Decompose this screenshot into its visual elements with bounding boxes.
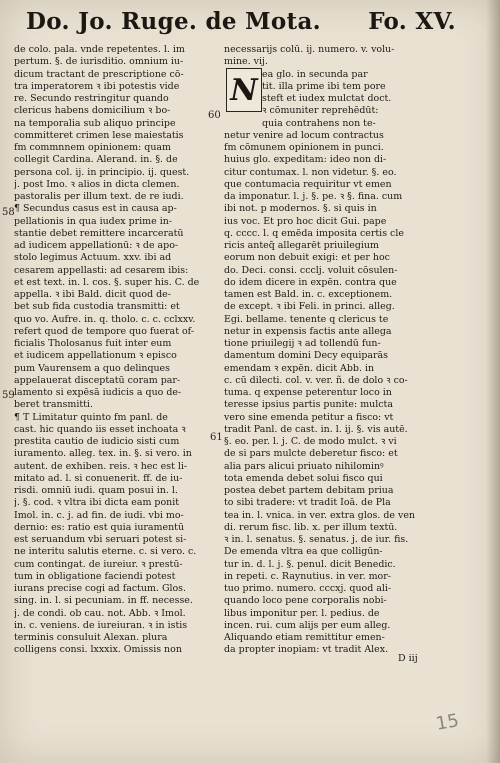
text-line: bet sub fida custodia transmitti: et [14, 301, 180, 313]
text-line: appella. ꝛ ibi Bald. dicit quod de- [14, 289, 171, 300]
text-line: na temporalia sub aliquo principe [14, 117, 176, 129]
text-line: steft et iudex mulctat doct. [262, 93, 392, 104]
text-line: quia contrahens non te- [262, 117, 376, 129]
text-line: §. eo. per. l. j. C. de modo mulct. ꝛ vi [224, 436, 397, 447]
text-line: de colo. pala. vnde repetentes. l. im [14, 44, 185, 55]
text-line: dernio: es: ratio est quia iuramentū [14, 521, 185, 533]
text-line: di. rerum fisc. lib. x. per illum textū. [224, 521, 398, 533]
margin-number: 58 [2, 207, 15, 218]
text-line: tota emenda debet solui fisco qui [224, 472, 383, 484]
text-line: teresse ipsius partis punite: mulcta [224, 399, 393, 411]
text-line: mine. vij. [224, 56, 268, 68]
text-line: tea in. l. vnica. in ver. extra glos. de ven [224, 509, 415, 521]
text-line: libus imponitur per. l. pedius. de [224, 607, 380, 619]
right-column [224, 44, 460, 657]
text-line: est seruandum vbi seruari potest si- [14, 534, 187, 545]
text-line: ea glo. in secunda par [262, 68, 368, 80]
text-line: appelauerat disceptatū coram par- [14, 374, 181, 386]
text-line: tit. illa prime ibi tem pore [262, 80, 386, 92]
text-line: cum contingat. de iureiur. ꝛ prestū- [14, 558, 183, 570]
text-line: vero sine emenda petitur a fisco: vt [224, 411, 394, 423]
text-line: stolo legimus Actuum. xxv. ibi ad [14, 252, 172, 264]
text-line: necessarijs colū. ij. numero. v. volu- [224, 44, 395, 55]
text-line: j. de condi. ob cau. not. Abb. ꝛ Imol. [14, 607, 186, 619]
text-line: ¶ Secundus casus est in causa ap- [14, 203, 177, 215]
text-line: collegit Cardina. Alerand. in. §. de [14, 154, 178, 166]
text-line: que contumacia requiritur vt emen [224, 178, 392, 190]
text-line: citur contumax. l. non videtur. §. eo. [224, 166, 397, 178]
text-line: damentum domini Decy equiparās [224, 350, 389, 362]
decorated-initial [226, 68, 262, 112]
folio-number: Fo. XV. [368, 8, 456, 35]
text-line: netur in expensis factis ante allega [224, 325, 392, 337]
text-line: iuramento. alleg. tex. in. §. si vero. in [14, 448, 192, 460]
text-line: committeret crimen lese maiestatis [14, 129, 184, 141]
text-line: tione priuilegij ꝛ ad tollendū fun- [224, 338, 381, 349]
text-line: tra imperatorem ꝛ ibi potestis vide [14, 80, 180, 92]
text-line: prestita cautio de iudicio sisti cum [14, 436, 180, 447]
text-line: pum Vaurensem a quo delinques [14, 362, 170, 374]
text-line: do. Deci. consi. ccclj. voluit cōsulen- [224, 264, 398, 276]
left-column [14, 44, 210, 657]
text-line: quo vo. Aufre. in. q. tholo. c. c. cclxxv. [14, 313, 196, 325]
text-line: ¶ T Limitatur quinto fm panl. de [14, 411, 168, 423]
text-line: colligens consi. lxxxix. Omissis non [14, 644, 182, 656]
text-line: netur venire ad locum contractus [224, 129, 384, 141]
text-line: c. cū dilecti. col. v. ver. ñ. de dolo ꝛ co- [224, 374, 408, 386]
text-line: ricis anteq̄ allegarēt priuilegium [224, 240, 379, 251]
text-line: emendam ꝛ expēn. dicit Abb. in [224, 362, 375, 374]
text-line: quando loco pene corporalis nobi- [224, 595, 387, 607]
text-line: mitato ad. l. si conuenerit. ff. de iu- [14, 472, 183, 484]
margin-number: 61 [210, 432, 223, 443]
running-header [26, 8, 456, 42]
text-line: alia pars alicui priuato nihilominꝰ [224, 460, 384, 472]
running-title: Do. Jo. Ruge. de Mota. [26, 8, 321, 35]
text-line: in repeti. c. Raynutius. in ver. mor- [224, 570, 391, 582]
text-line: autent. de exhiben. reis. ꝛ hec est li- [14, 460, 188, 472]
initial-letter: N [230, 72, 258, 108]
text-line: ficialis Tholosanus fuit inter eum [14, 338, 172, 349]
margin-number: 60 [208, 110, 221, 121]
text-line: terminis consuluit Alexan. plura [14, 632, 168, 643]
text-line: persona col. ij. in principio. ij. quest. [14, 166, 190, 178]
text-line: ne interitu salutis eterne. c. si vero. c. [14, 546, 197, 558]
text-line: da propter inopiam: vt tradit Alex. [224, 644, 389, 656]
text-line: Aliquando etiam remittitur emen- [224, 632, 385, 643]
text-line: ibi not. p modernos. §. si quis in [224, 203, 377, 215]
text-line: ius voc. Et pro hoc dicit Gui. pape [224, 215, 387, 227]
text-line: tamen est Bald. in. c. exceptionem. [224, 289, 393, 300]
text-line: et iudicem appellationum ꝛ episco [14, 350, 177, 362]
text-line: risdi. omniū iudi. quam posui in. l. [14, 485, 178, 496]
text-line: j. §. cod. ꝛ vltra ibi dicta eam ponit [14, 497, 180, 509]
text-line: cesarem appellasti: ad cesarem ibis: [14, 264, 189, 276]
text-line: dicum tractant de prescriptione cō- [14, 68, 184, 80]
text-line: clericus habens domicilium ꝛ bo- [14, 105, 171, 117]
text-line: q. cccc. l. q emēda imposita certis cle [224, 227, 404, 239]
text-line: de si pars mulcte deberetur fisco: et [224, 448, 398, 460]
text-line: huius glo. expeditam: ideo non di- [224, 154, 387, 166]
text-line: beret transmitti. [14, 399, 93, 411]
text-line: refert quod de tempore quo fuerat of- [14, 325, 195, 337]
text-line: incen. rui. cum alijs per eum alleg. [224, 619, 391, 631]
text-line: stantie debet remittere incarceratū [14, 227, 184, 239]
text-line: tradit Panl. de cast. in. l. ij. §. vis autē. [224, 423, 408, 435]
text-line: lamento si expēsā iudicis a quo de- [14, 387, 182, 398]
text-line: cast. hic quando iis esset inchoata ꝛ [14, 423, 186, 435]
text-line: ꝛ cōmuniter reprehēdūt: [262, 105, 379, 117]
text-line: eorum non debuit exigi: et per hoc [224, 252, 390, 264]
text-line: ad iudicem appellationū: ꝛ de apo- [14, 240, 179, 251]
text-line: postea debet partem debitam priua [224, 485, 394, 496]
text-line: in. c. veniens. de iureiuran. ꝛ in istis [14, 619, 188, 631]
margin-number: 59 [2, 390, 15, 401]
text-line: da imponatur. l. j. §. pe. ꝛ §. fina. cum [224, 191, 403, 202]
text-line: do idem dicere in expēn. contra que [224, 276, 397, 288]
text-line: de except. ꝛ ibi Feli. in princi. alleg. [224, 301, 395, 313]
text-line: fm cōmunem opinionem in punci. [224, 142, 384, 153]
text-line: j. post Imo. ꝛ alios in dicta clemen. [14, 178, 180, 190]
text-line: sing. in. l. si pecuniam. in ff. necesse. [14, 595, 193, 607]
text-line: tuma. q expense peterentur loco in [224, 387, 392, 398]
text-line: pellationis in qua iudex prime in- [14, 215, 172, 227]
text-line: Egi. bellame. tenente q clericus te [224, 313, 389, 325]
text-line: tum in obligatione faciendi potest [14, 570, 176, 582]
text-line: Imol. in. c. j. ad fin. de iudi. vbi mo- [14, 509, 184, 521]
text-line: fm commnnem opinionem: quam [14, 142, 172, 153]
text-line: to sibi tradere: vt tradit Ioā. de Pla [224, 497, 391, 509]
text-line: pertum. §. de iurisditio. omnium iu- [14, 56, 184, 68]
pencil-annotation: 15 [434, 710, 461, 735]
text-line: tuo primo. numero. cccxj. quod ali- [224, 583, 392, 594]
text-line: iurans precise cogi ad factum. Glos. [14, 583, 187, 594]
text-line: et est text. in. l. cos. §. super his. C. de [14, 276, 200, 288]
text-line: re. Secundo restringitur quando [14, 93, 169, 104]
signature-mark: D iij [398, 653, 418, 664]
text-line: pastoralis per illum text. de re iudi. [14, 191, 184, 202]
text-line: De emenda vltra ea que colligūn- [224, 546, 383, 558]
text-line: tur in. d. l. j. §. penul. dicit Benedic. [224, 558, 396, 570]
text-line: ꝛ in. l. senatus. §. senatus. j. de iur. fis. [224, 534, 409, 545]
